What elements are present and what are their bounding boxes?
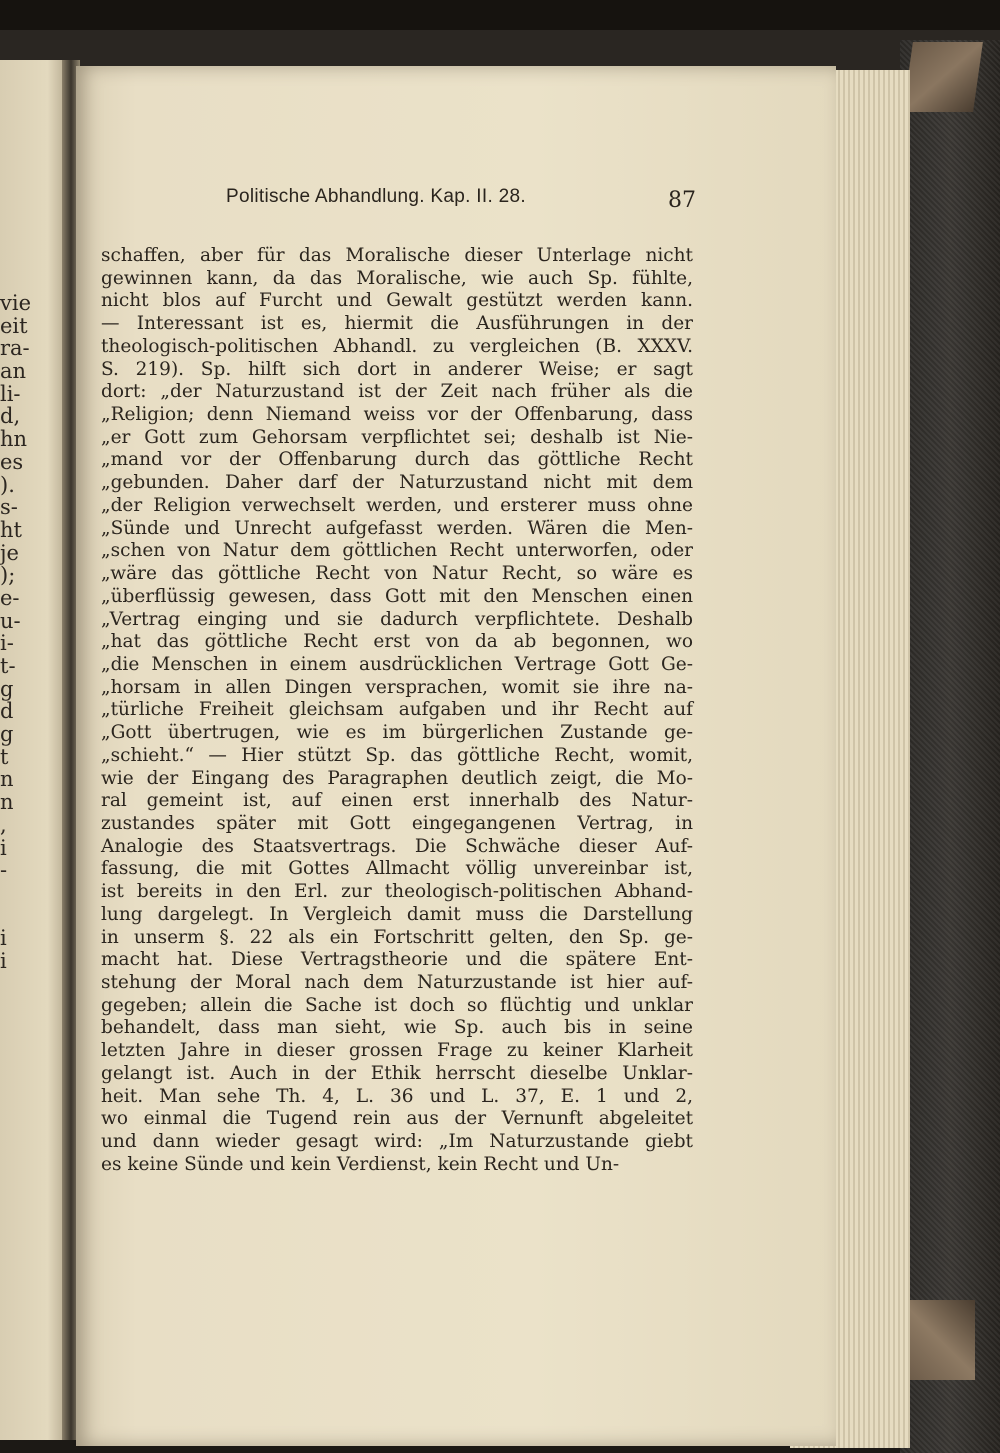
previous-page-line-fragment: g bbox=[0, 722, 14, 747]
previous-page-text-fragments bbox=[0, 292, 40, 973]
previous-page-line-fragment: i bbox=[0, 926, 7, 951]
text-line: Analogie des Staatsvertrags. Die Schwäche dieser Auf- bbox=[101, 835, 693, 857]
text-line: dort: „der Naturzustand ist der Zeit nach früher als die bbox=[101, 381, 693, 403]
text-line: S. 219). Sp. hilft sich dort in anderer Weise; er sagt bbox=[101, 358, 693, 380]
previous-page-line-fragment: d, bbox=[0, 404, 21, 429]
previous-page-line-fragment: e- bbox=[0, 585, 20, 610]
text-line: es keine Sünde und kein Verdienst, kein Recht und Un- bbox=[101, 1153, 620, 1175]
previous-page-line-fragment: eit bbox=[0, 313, 28, 338]
text-line: „hat das göttliche Recht erst von da ab begonnen, wo bbox=[101, 631, 693, 653]
previous-page-line-fragment: d bbox=[0, 699, 14, 724]
text-line: fassung, die mit Gottes Allmacht völlig unvereinbar ist, bbox=[101, 858, 693, 880]
text-line: „schen von Natur dem göttlichen Recht unterworfen, oder bbox=[101, 540, 693, 562]
text-line: nicht blos auf Furcht und Gewalt gestützt werden kann. bbox=[101, 290, 693, 312]
text-line: „türliche Freiheit gleichsam aufgaben und ihr Recht auf bbox=[101, 699, 693, 721]
previous-page-line-fragment: ht bbox=[0, 517, 22, 542]
text-line: wo einmal die Tugend rein aus der Vernunft abgeleitet bbox=[101, 1108, 693, 1130]
text-line: zustandes später mit Gott eingegangenen Vertrag, in bbox=[101, 812, 693, 834]
text-line: „horsam in allen Dingen versprachen, womit sie ihre na- bbox=[101, 676, 693, 698]
body-text bbox=[101, 245, 693, 1176]
text-line: behandelt, dass man sieht, wie Sp. auch bis in seine bbox=[101, 1017, 693, 1039]
previous-page-line-fragment: es bbox=[0, 449, 24, 474]
text-line: „wäre das göttliche Recht von Natur Recht, so wäre es bbox=[101, 563, 693, 585]
previous-page-line-fragment: i- bbox=[0, 631, 14, 656]
previous-page-line-fragment: li- bbox=[0, 381, 21, 406]
previous-page-line-fragment: an bbox=[0, 359, 27, 384]
previous-page-line-fragment: je bbox=[0, 540, 19, 565]
text-line: macht hat. Diese Vertragstheorie und die spätere Ent- bbox=[101, 949, 693, 971]
previous-page-line-fragment bbox=[0, 882, 40, 905]
text-line: „er Gott zum Gehorsam verpflichtet sei; deshalb ist Nie- bbox=[101, 426, 693, 448]
text-line: ist bereits in den Erl. zur theologisch-politischen Abhand- bbox=[101, 881, 693, 903]
text-line: gelangt ist. Auch in der Ethik herrscht dieselbe Unklar- bbox=[101, 1062, 693, 1084]
text-line: letzten Jahre in dieser grossen Frage zu keiner Klarheit bbox=[101, 1040, 693, 1062]
text-line: — Interessant ist es, hiermit die Ausführungen in der bbox=[101, 313, 693, 335]
text-line: gegeben; allein die Sache ist doch so flüchtig und unklar bbox=[101, 994, 693, 1016]
text-line: „Gott übertrugen, wie es im bürgerlichen Zustande ge- bbox=[101, 722, 693, 744]
text-line: „die Menschen in einem ausdrücklichen Vertrage Gott Ge- bbox=[101, 653, 693, 675]
text-line: und dann wieder gesagt wird: „Im Naturzustande giebt bbox=[101, 1131, 693, 1153]
text-line: theologisch-politischen Abhandl. zu vergleichen (B. XXXV. bbox=[101, 335, 693, 357]
text-line: „Religion; denn Niemand weiss vor der Offenbarung, dass bbox=[101, 404, 693, 426]
previous-page bbox=[0, 60, 68, 1440]
previous-page-line-fragment: n bbox=[0, 790, 14, 815]
text-line: wie der Eingang des Paragraphen deutlich zeigt, die Mo- bbox=[101, 767, 693, 789]
previous-page-line-fragment: t bbox=[0, 744, 9, 769]
previous-page-line-fragment: g bbox=[0, 676, 14, 701]
previous-page-line-fragment: - bbox=[0, 858, 8, 883]
text-line: „gebunden. Daher darf der Naturzustand nicht mit dem bbox=[101, 472, 693, 494]
cover-corner-bottom bbox=[905, 1300, 975, 1380]
text-line: „Sünde und Unrecht aufgefasst werden. Wären die Men- bbox=[101, 517, 693, 539]
previous-page-line-fragment: t- bbox=[0, 654, 16, 678]
text-line: in unserm §. 22 als ein Fortschritt gelten, den Sp. ge- bbox=[101, 926, 693, 948]
cover-edge-right bbox=[900, 40, 1000, 1453]
previous-page-line-fragment bbox=[0, 905, 40, 928]
text-line: „Vertrag einging und sie dadurch verpflichtete. Deshalb bbox=[101, 608, 693, 630]
running-head-title: Politische Abhandlung. Kap. II. 28. bbox=[226, 186, 526, 207]
text-line: heit. Man sehe Th. 4, L. 36 und L. 37, E. 1 und 2, bbox=[101, 1085, 693, 1107]
text-line: „der Religion verwechselt werden, und ersterer muss ohne bbox=[101, 494, 693, 516]
text-line: „überflüssig gewesen, dass Gott mit den Menschen einen bbox=[101, 585, 693, 607]
text-line: schaffen, aber für das Moralische dieser Unterlage nicht bbox=[101, 245, 693, 266]
previous-page-line-fragment: , bbox=[0, 812, 7, 837]
text-line: stehung der Moral nach dem Naturzustande ist hier auf- bbox=[101, 972, 693, 993]
previous-page-line-fragment: hn bbox=[0, 427, 28, 452]
text-line: lung dargelegt. In Vergleich damit muss die Darstellung bbox=[101, 903, 693, 925]
previous-page-line-fragment: ); bbox=[0, 563, 16, 588]
previous-page-line-fragment: ra- bbox=[0, 336, 30, 361]
previous-page-line-fragment: vie bbox=[0, 292, 32, 315]
previous-page-line-fragment: s- bbox=[0, 495, 18, 520]
previous-page-line-fragment: n bbox=[0, 767, 14, 792]
page-number: 87 bbox=[668, 188, 696, 213]
text-line: „schieht.“ — Hier stützt Sp. das göttliche Recht, womit, bbox=[101, 744, 693, 766]
text-line: „mand vor der Offenbarung durch das göttliche Recht bbox=[101, 449, 693, 471]
previous-page-line-fragment: i bbox=[0, 835, 7, 860]
text-line: gewinnen kann, da das Moralische, wie auch Sp. fühlte, bbox=[101, 267, 693, 289]
text-line: ral gemeint ist, auf einen erst innerhalb des Natur- bbox=[101, 790, 693, 812]
previous-page-line-fragment: i bbox=[0, 948, 7, 973]
previous-page-line-fragment: ). bbox=[0, 472, 15, 497]
previous-page-line-fragment: u- bbox=[0, 608, 21, 633]
cover-corner-top bbox=[903, 42, 983, 112]
